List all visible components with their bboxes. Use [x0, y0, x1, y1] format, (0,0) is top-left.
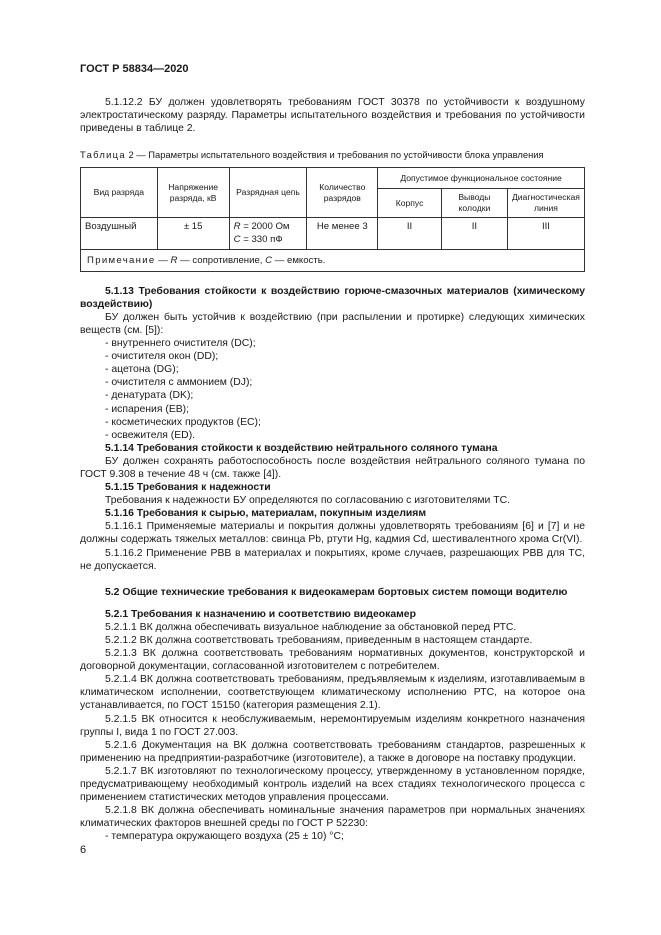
- list-item: - очистителя с аммонием (DJ);: [105, 377, 253, 389]
- section-5-2-1-3: 5.2.1.3 ВК должна соответствовать требованиям нормативных документов, конструкторской и договорной документации, согласованной изготовителем с потребителем.: [80, 648, 585, 673]
- page-content: [80, 96, 585, 844]
- note-r-text: — сопротивление,: [177, 254, 266, 266]
- cell-discharge-type: Воздушный: [81, 218, 158, 249]
- intro-paragraph: 5.1.12.2 БУ должен удовлетворять требованиям ГОСТ 30378 по устойчивости к воздушному электростатическому разряду. Параметры испытательного воздействия и требования по устойчивости приведены в таблице 2.: [80, 97, 585, 135]
- section-5-1-14-text: БУ должен сохранять работоспособность после воздействия нейтрального соляного тумана по ГОСТ 9.308 в течение 48 ч (см. также [4]).: [80, 455, 585, 480]
- section-5-2-1-1: 5.2.1.1 ВК должна обеспечивать визуальное наблюдение за обстановкой перед РТС.: [105, 621, 517, 633]
- header-diagnostic-line: Диагностическая линия: [507, 189, 584, 218]
- header-voltage: Напряжение разряда, кВ: [157, 168, 229, 218]
- list-item: - косметических продуктов (EC);: [105, 416, 261, 428]
- section-5-1-16-2: 5.1.16.2 Применение РВВ в материалах и покрытиях, кроме случаев, разрешающих РВВ для ТС, не допускается.: [80, 547, 585, 572]
- note-separator: —: [155, 254, 171, 266]
- list-item: - очистителя окон (DD);: [105, 351, 219, 363]
- section-5-2-title: 5.2 Общие технические требования к видеокамерам бортовых систем помощи водителю: [105, 586, 568, 598]
- circuit-r-value: = 2000 Ом: [240, 221, 290, 233]
- circuit-c-symbol: C: [233, 234, 241, 246]
- document-header: ГОСТ Р 58834—2020: [80, 63, 189, 75]
- section-5-2-1-8: 5.2.1.8 ВК должна обеспечивать номинальные значения параметров при нормальных значениях климатических факторов внешней среды по ГОСТ Р 52230:: [80, 805, 585, 830]
- section-5-1-15-title: 5.1.15 Требования к надежности: [105, 482, 271, 494]
- header-terminals: Выводы колодки: [441, 189, 507, 218]
- cell-housing: II: [378, 218, 442, 249]
- list-item: - температура окружающего воздуха (25 ± 10) °С;: [105, 831, 344, 843]
- parameters-table: [80, 167, 585, 271]
- table-caption: [80, 148, 585, 161]
- table-caption-text: 2 — Параметры испытательного воздействия и требования по устойчивости блока управления: [128, 149, 544, 161]
- list-item: - внутреннего очистителя (DC);: [105, 338, 256, 350]
- table-note: [81, 249, 585, 271]
- circuit-c-value: = 330 пФ: [240, 234, 283, 246]
- cell-voltage: ± 15: [157, 218, 229, 249]
- circuit-r-symbol: R: [233, 221, 241, 233]
- header-housing: Корпус: [378, 189, 442, 218]
- table-row: [81, 218, 585, 249]
- header-count: Количество разрядов: [307, 168, 378, 218]
- table-note-row: [81, 249, 585, 271]
- section-5-1-13-title: 5.1.13 Требования стойкости к воздействию горюче-смазочных материалов (химическому воздействию): [80, 285, 585, 310]
- section-5-1-14-title: 5.1.14 Требования стойкости к воздействию нейтрального соляного тумана: [105, 442, 498, 454]
- section-5-1-16-1: 5.1.16.1 Применяемые материалы и покрытия должны удовлетворять требованиям [6] и [7] и не должны содержать тяжелых металлов: свинца Pb, ртути Hg, кадмия Cd, шестивалентного хрома Cr(VI).: [80, 521, 585, 546]
- note-label: Примечание: [87, 254, 156, 266]
- section-5-1-13-text: БУ должен быть устойчив к воздействию (при распылении и протирке) следующих химических веществ (см. [5]):: [80, 311, 585, 336]
- page-number: 6: [80, 844, 87, 856]
- note-c-text: — емкость.: [272, 254, 326, 266]
- section-5-2-1-4: 5.2.1.4 ВК должна соответствовать требованиям, предъявляемым к изделиям, изготавливаемым в климатическом исполнении, соответствующем климатическому исполнению РТС, на которое она устанавливается, по ГОСТ 15150 (категория размещения 2.1).: [80, 674, 585, 712]
- list-item: - испарения (EB);: [105, 403, 190, 415]
- section-5-1-16-title: 5.1.16 Требования к сырью, материалам, покупным изделиям: [105, 508, 427, 520]
- header-discharge-type: Вид разряда: [81, 168, 158, 218]
- table-header-row: [81, 168, 585, 189]
- section-5-2-1-title: 5.2.1 Требования к назначению и соответствию видеокамер: [105, 608, 416, 620]
- section-5-2-1-2: 5.2.1.2 ВК должна соответствовать требованиям, приведенным в настоящем стандарте.: [105, 635, 533, 646]
- header-functional-state: Допустимое функциональное состояние: [378, 168, 585, 189]
- section-5-2-1-7: 5.2.1.7 ВК изготовляют по технологическому процессу, утвержденному в установленном порядке, предусматривающему необходимый контроль изделий на всех стадиях технологического процесса с применением статистических методов управления процессами.: [80, 765, 585, 804]
- section-5-1-15-text: Требования к надежности БУ определяются по согласованию с изготовителями ТС.: [105, 495, 510, 507]
- list-item: - денатурата (DK);: [105, 390, 194, 402]
- cell-circuit: [229, 218, 307, 249]
- list-item: - освежителя (ED).: [105, 429, 196, 441]
- cell-count: Не менее 3: [307, 218, 378, 249]
- section-5-2-1-6: 5.2.1.6 Документация на ВК должна соответствовать требованиям стандартов, разрешенных к применению на предприятии-разработчике (изготовителе), а также в договоре на поставку продукции.: [80, 739, 585, 764]
- list-item: - ацетона (DG);: [105, 364, 179, 376]
- cell-diagnostic-line: III: [507, 218, 584, 249]
- note-r-symbol: R: [170, 254, 178, 266]
- table-caption-label: Таблица: [80, 149, 126, 161]
- note-c-symbol: C: [265, 254, 273, 266]
- cell-terminals: II: [441, 218, 507, 249]
- section-5-2-1-5: 5.2.1.5 ВК относится к необслуживаемым, неремонтируемым изделиям конкретного назначения группы I, вида 1 по ГОСТ 27.003.: [80, 713, 585, 738]
- header-circuit: Разрядная цепь: [229, 168, 307, 218]
